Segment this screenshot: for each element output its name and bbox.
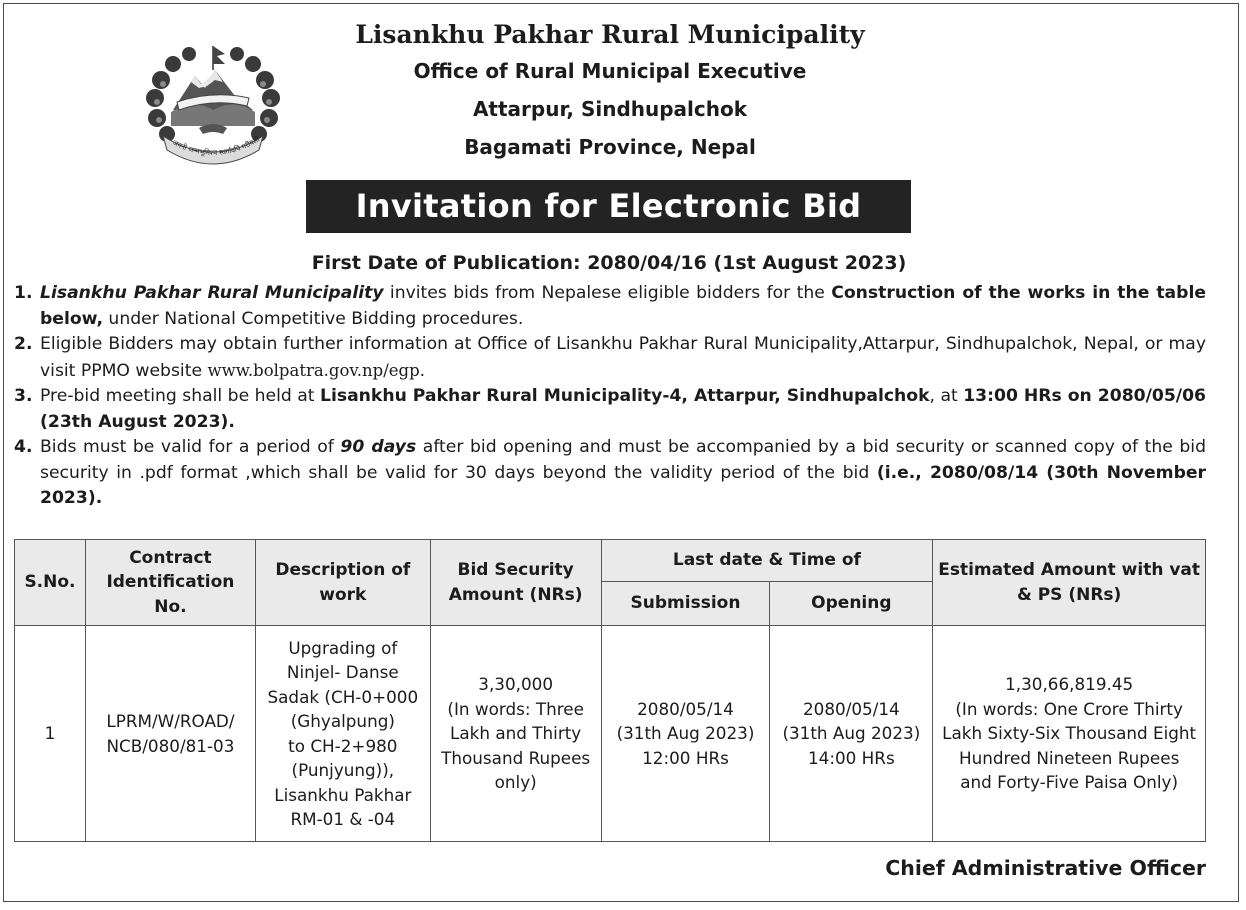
cell-line: Thousand Rupees	[441, 747, 591, 768]
clause-3	[14, 384, 1206, 435]
col-header-bid-security: Bid Security Amount (NRs)	[430, 540, 601, 626]
col-header-submission: Submission	[601, 582, 770, 626]
cell-line: LPRM/W/ROAD/	[106, 711, 235, 731]
cell-line: (In words: Three	[447, 698, 584, 719]
clause-text: after bid opening and must be accompanied by a bid security or scanned copy of the bid security in .pdf format ,which shall be valid for 30 days beyond the validity period of the bid	[40, 437, 1206, 483]
signatory: Chief Administrative Officer	[885, 856, 1206, 880]
clause-list	[14, 281, 1206, 512]
clause-text: Eligible Bidders may obtain further information at Office of Lisankhu Pakhar Rural Municipality,Attarpur, Sindhupalchok, Nepal, or may visit PPMO website	[40, 334, 1206, 381]
cell-line: Upgrading of	[288, 637, 398, 658]
col-header-contract-id: Contract Identification No.	[85, 540, 255, 626]
cell-line: 1,30,66,819.45	[1005, 674, 1134, 695]
cell-line: 14:00 HRs	[807, 747, 895, 768]
cell-line: only)	[494, 772, 537, 793]
clause-2	[14, 332, 1206, 384]
cell-line: (31th Aug 2023)	[782, 723, 921, 744]
clause-bold-text: (i.e., 2080/08/14 (30th November 2023).	[40, 462, 1207, 508]
cell-line: Hundred Nineteen Rupees	[958, 747, 1180, 768]
cell-line: 3,30,000	[478, 674, 554, 695]
clause-number: 3.	[14, 386, 33, 406]
table-row	[15, 626, 1206, 842]
col-header-last-date-group: Last date & Time of	[601, 540, 933, 582]
cell-line: Sadak (CH-0+000	[267, 686, 419, 707]
address-line-2: Bagamati Province, Nepal	[464, 135, 756, 159]
col-header-description: Description of work	[255, 540, 430, 626]
cell-line: and Forty-Five Paisa Only)	[960, 772, 1179, 793]
clause-4	[14, 435, 1206, 512]
notice-title: Invitation for Electronic Bid	[306, 180, 911, 233]
clause-bold-italic-text: 90 days	[340, 437, 417, 457]
cell-line: 2080/05/14	[802, 698, 900, 719]
cell-opening	[770, 626, 933, 842]
clause-org: Lisankhu Pakhar Rural Municipality	[40, 283, 384, 303]
cell-line: (Punjyung)),	[291, 760, 395, 780]
cell-line: 2080/05/14	[637, 698, 734, 719]
clause-text: invites bids from Nepalese eligible bidders for the	[383, 283, 832, 303]
letterhead	[300, 18, 920, 166]
cell-line: to CH-2+980	[288, 735, 398, 756]
cell-line: Ninjel- Danse	[286, 662, 399, 682]
cell-line: (Ghyalpung)	[290, 711, 395, 731]
bid-table	[14, 539, 1206, 842]
clause-number: 1.	[14, 283, 33, 303]
col-header-opening: Opening	[770, 582, 933, 626]
cell-description	[255, 626, 430, 842]
address-line-1: Attarpur, Sindhupalchok	[472, 97, 748, 121]
cell-line: Lisankhu Pakhar	[274, 784, 412, 805]
org-name: Lisankhu Pakhar Rural Municipality	[355, 20, 865, 49]
publication-date: First Date of Publication: 2080/04/16 (1st August 2023)	[311, 252, 907, 274]
clause-text: .	[419, 360, 426, 381]
col-header-sno: S.No.	[15, 540, 86, 626]
cell-line: (In words: One Crore Thirty	[955, 698, 1183, 719]
cell-bid-security	[430, 626, 601, 842]
cell-line: RM-01 & -04	[290, 809, 396, 829]
office-name: Office of Rural Municipal Executive	[413, 59, 807, 83]
cell-line: NCB/080/81-03	[106, 735, 235, 756]
cell-contract-id	[85, 626, 255, 842]
cell-line: Lakh and Thirty	[450, 723, 582, 744]
cell-line: Lakh Sixty-Six Thousand Eight	[942, 723, 1197, 744]
clause-text: under National Competitive Bidding procedures.	[102, 308, 524, 329]
clause-bold-text: Construction of the works in the table below,	[40, 283, 1206, 329]
cell-sno: 1	[15, 626, 86, 842]
cell-line: 12:00 HRs	[642, 747, 729, 768]
cell-line: (31th Aug 2023)	[616, 723, 755, 744]
nepal-emblem-icon	[143, 40, 283, 165]
clause-text: Bids must be valid for a period of	[40, 437, 341, 457]
col-header-estimated-amount: Estimated Amount with vat & PS (NRs)	[933, 540, 1206, 626]
cell-estimated-amount	[933, 626, 1206, 842]
clause-number: 2.	[14, 334, 33, 354]
clause-1	[14, 281, 1206, 332]
clause-bold-text: 13:00 HRs on 2080/05/06 (23th August 2023).	[40, 386, 1207, 432]
clause-text: Pre-bid meeting shall be held at	[40, 386, 320, 406]
cell-submission	[601, 626, 770, 842]
clause-bold-text: Lisankhu Pakhar Rural Municipality-4, Attarpur, Sindhupalchok	[320, 386, 930, 406]
clause-text: , at	[929, 386, 964, 406]
ppmo-website-link[interactable]: www.bolpatra.gov.np/egp	[207, 360, 420, 380]
clause-number: 4.	[14, 437, 33, 457]
emblem-motto: जननी जन्मभूमिश्च स्वर्गादपि गरीयसी	[171, 135, 262, 158]
